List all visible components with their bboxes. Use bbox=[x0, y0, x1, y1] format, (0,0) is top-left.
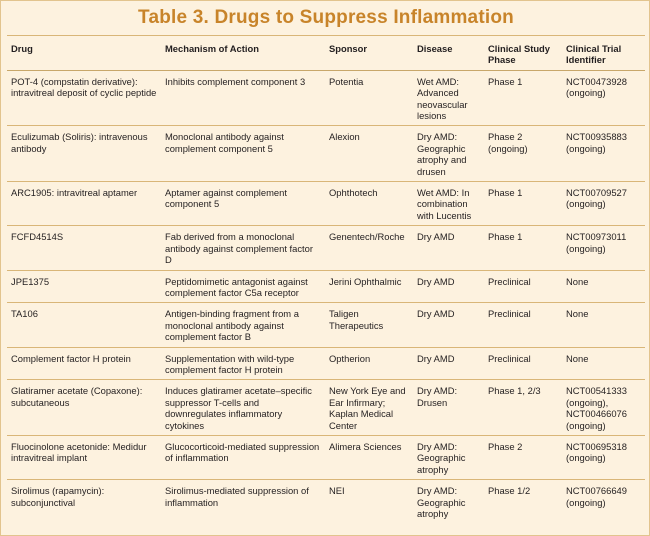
header-drug: Drug bbox=[7, 37, 161, 70]
cell-disease: Dry AMD bbox=[413, 347, 484, 380]
cell-disease: Dry AMD bbox=[413, 303, 484, 347]
cell-drug: Eculizumab (Soliris): intravenous antibody bbox=[7, 126, 161, 182]
cell-drug: Fluocinolone acetonide: Medidur intravitreal implant bbox=[7, 435, 161, 479]
cell-mechanism: Peptidomimetic antagonist against complement factor C5a receptor bbox=[161, 270, 325, 303]
cell-disease: Dry AMD: Geographic atrophy bbox=[417, 485, 466, 519]
cell-mechanism: Induces glatiramer acetate–specific suppressor T-cells and downregulates inflammatory cytokines bbox=[161, 380, 325, 436]
cell-disease: Dry AMD: Geographic atrophy bbox=[413, 435, 484, 479]
table-row bbox=[7, 126, 645, 182]
table-row bbox=[7, 480, 645, 524]
header-phase: Clinical Study Phase bbox=[484, 37, 562, 70]
cell-identifier: NCT00766649 (ongoing) bbox=[566, 485, 627, 508]
cell-disease: Dry AMD: Geographic atrophy and drusen bbox=[413, 126, 484, 182]
cell-mechanism: Supplementation with wild-type complement factor H protein bbox=[161, 347, 325, 380]
cell-sponsor: Ophthotech bbox=[325, 182, 413, 226]
cell-drug: ARC1905: intravitreal aptamer bbox=[7, 182, 161, 226]
header-row bbox=[7, 37, 645, 70]
cell-phase: Preclinical bbox=[484, 347, 562, 380]
cell-phase: Preclinical bbox=[484, 303, 562, 347]
cell-sponsor: Alimera Sciences bbox=[325, 435, 413, 479]
cell-identifier: NCT00695318 (ongoing) bbox=[562, 435, 645, 479]
table-row bbox=[7, 303, 645, 347]
cell-sponsor: Alexion bbox=[325, 126, 413, 182]
cell-disease: Wet AMD: Advanced neovascular lesions bbox=[413, 70, 484, 126]
cell-disease: Dry AMD bbox=[413, 226, 484, 270]
header-disease: Disease bbox=[413, 37, 484, 70]
table-row bbox=[7, 226, 645, 270]
table-title: Table 3. Drugs to Suppress Inflammation bbox=[138, 7, 514, 28]
cell-phase: Preclinical bbox=[484, 270, 562, 303]
cell-drug: FCFD4514S bbox=[7, 226, 161, 270]
table-row bbox=[7, 347, 645, 380]
cell-drug: Complement factor H protein bbox=[7, 347, 161, 380]
cell-disease: Dry AMD: Drusen bbox=[413, 380, 484, 436]
cell-identifier: NCT00541333 (ongoing), NCT00466076 (ongoing) bbox=[562, 380, 645, 436]
cell-drug: POT-4 (compstatin derivative): intravitreal deposit of cyclic peptide bbox=[7, 70, 161, 126]
header-sponsor: Sponsor bbox=[325, 37, 413, 70]
title-divider bbox=[7, 35, 645, 36]
cell-sponsor: Genentech/Roche bbox=[325, 226, 413, 270]
header-identifier: Clinical Trial Identifier bbox=[562, 37, 645, 70]
cell-phase: Phase 1 bbox=[484, 182, 562, 226]
cell-sponsor: Taligen Therapeutics bbox=[325, 303, 413, 347]
cell-mechanism: Sirolimus-mediated suppression of inflammation bbox=[165, 485, 309, 508]
cell-phase: Phase 1 bbox=[484, 70, 562, 126]
table-row bbox=[7, 70, 645, 126]
table-row bbox=[7, 435, 645, 479]
cell-mechanism: Monoclonal antibody against complement component 5 bbox=[161, 126, 325, 182]
cell-identifier: None bbox=[562, 347, 645, 380]
table-row bbox=[7, 380, 645, 436]
cell-identifier: None bbox=[562, 303, 645, 347]
drugs-table bbox=[7, 37, 645, 523]
cell-phase: Phase 1/2 bbox=[488, 485, 531, 497]
cell-phase: Phase 2 (ongoing) bbox=[484, 126, 562, 182]
table-row bbox=[7, 182, 645, 226]
cell-drug: Sirolimus (rapamycin): subconjunctival bbox=[11, 485, 105, 508]
cell-mechanism: Glucocorticoid-mediated suppression of inflammation bbox=[161, 435, 325, 479]
cell-sponsor: Optherion bbox=[325, 347, 413, 380]
cell-mechanism: Antigen-binding fragment from a monoclonal antibody against complement factor B bbox=[161, 303, 325, 347]
cell-identifier: None bbox=[562, 270, 645, 303]
cell-drug: JPE1375 bbox=[7, 270, 161, 303]
cell-drug: Glatiramer acetate (Copaxone): subcutaneous bbox=[7, 380, 161, 436]
cell-mechanism: Inhibits complement component 3 bbox=[161, 70, 325, 126]
cell-identifier: NCT00709527 (ongoing) bbox=[562, 182, 645, 226]
cell-phase: Phase 2 bbox=[484, 435, 562, 479]
cell-identifier: NCT00935883 (ongoing) bbox=[562, 126, 645, 182]
cell-sponsor: NEI bbox=[329, 485, 345, 497]
cell-sponsor: Jerini Ophthalmic bbox=[325, 270, 413, 303]
cell-identifier: NCT00473928 (ongoing) bbox=[562, 70, 645, 126]
cell-phase: Phase 1 bbox=[484, 226, 562, 270]
header-mechanism: Mechanism of Action bbox=[161, 37, 325, 70]
cell-phase: Phase 1, 2/3 bbox=[484, 380, 562, 436]
cell-disease: Dry AMD bbox=[413, 270, 484, 303]
cell-disease: Wet AMD: In combination with Lucentis bbox=[413, 182, 484, 226]
cell-identifier: NCT00973011 (ongoing) bbox=[562, 226, 645, 270]
cell-sponsor: New York Eye and Ear Infirmary; Kaplan Medical Center bbox=[325, 380, 413, 436]
cell-sponsor: Potentia bbox=[325, 70, 413, 126]
cell-mechanism: Aptamer against complement component 5 bbox=[161, 182, 325, 226]
cell-drug: TA106 bbox=[7, 303, 161, 347]
table-row bbox=[7, 270, 645, 303]
cell-mechanism: Fab derived from a monoclonal antibody against complement factor D bbox=[161, 226, 325, 270]
